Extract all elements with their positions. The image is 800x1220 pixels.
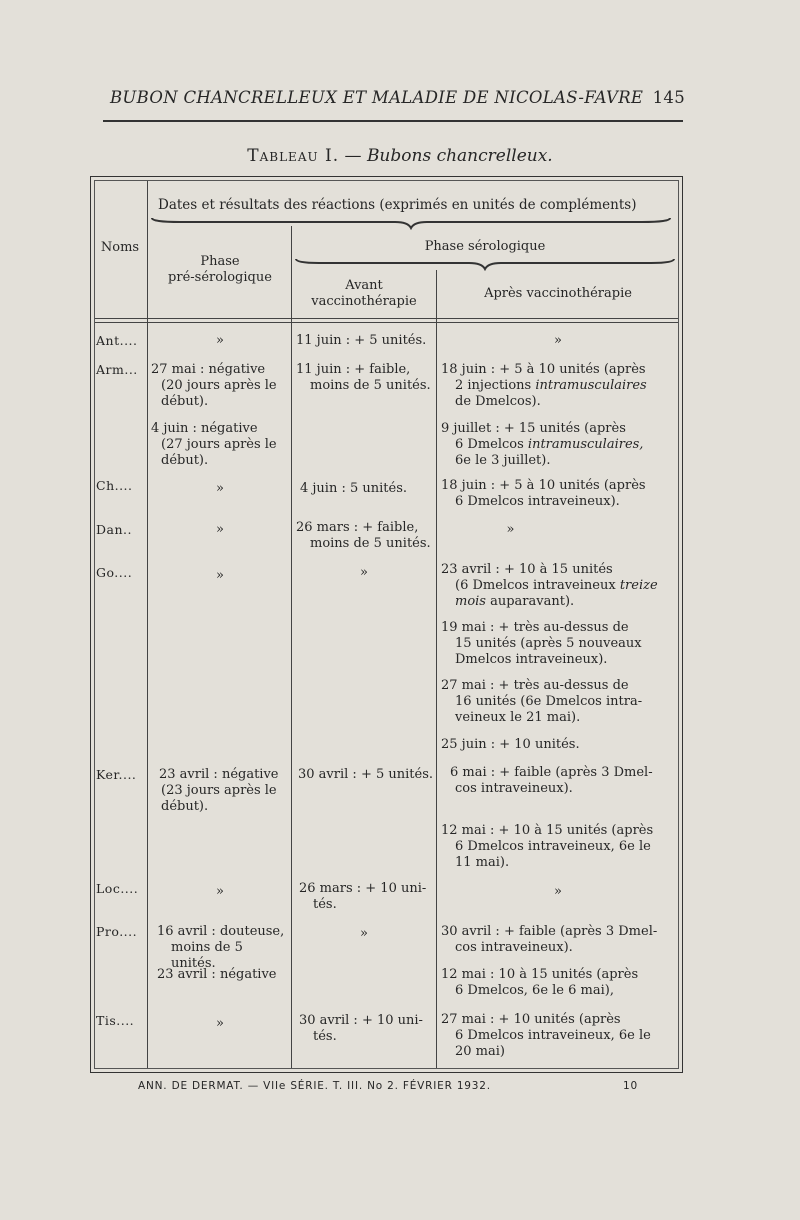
apres-pro-2-line1: 12 mai : 10 à 15 unités (après [441, 967, 639, 982]
apres-ch [441, 478, 678, 510]
apres-arm-2-line3: 6e le 3 juillet). [455, 453, 551, 468]
apres-go-1 [441, 562, 678, 610]
apres-pro-1-line1: 30 avril : + faible (après 3 Dmel- [441, 924, 658, 939]
apres-arm-1-line3: de Dmelcos). [455, 394, 541, 409]
row-name-ant: Ant.... [96, 333, 138, 348]
row-name-ch: Ch.... [96, 478, 133, 493]
rule-header-bottom2 [95, 322, 678, 323]
row-name-tis: Tis.... [96, 1013, 135, 1028]
apres-go-1-italic2: mois [455, 594, 486, 609]
apres-ker-2-line3: 11 mai). [455, 855, 510, 870]
pre-ker [151, 767, 291, 815]
row-name-go: Go.... [96, 565, 133, 580]
apres-ant: » [554, 333, 562, 348]
pre-arm-2-line1: 4 juin : négative [151, 421, 258, 436]
avant-arm-line2: moins de 5 unités. [310, 378, 431, 393]
caption-label: Tableau I. [247, 146, 340, 166]
pre-ker-line1: 23 avril : négative [159, 767, 279, 782]
running-title: BUBON CHANCRELLEUX ET MALADIE DE NICOLAS-FAVRE [110, 88, 644, 107]
apres-go-3-line1: 27 mai : + très au-dessus de [441, 678, 629, 693]
pre-ker-line2: (23 jours après le [161, 783, 277, 798]
header-phase: Phase [200, 254, 240, 269]
avant-dan-line2: moins de 5 unités. [310, 536, 431, 551]
row-name-pro: Pro.... [96, 924, 138, 939]
apres-tis-line1: 27 mai : + 10 unités (après [441, 1012, 621, 1027]
apres-go-1-text: (6 Dmelcos intraveineux [455, 578, 620, 593]
avant-go: » [360, 565, 368, 580]
header-phase-serologique: Phase sérologique [424, 239, 546, 254]
rule-names-col [147, 181, 148, 1068]
apres-go-1-end: auparavant). [485, 594, 575, 609]
header-pre-serologique: pré-sérologique [168, 270, 272, 285]
caption-dash: — [344, 146, 362, 166]
header-noms: Noms [100, 240, 140, 255]
caption-title: Bubons chancrelleux. [366, 146, 553, 166]
apres-loc: » [554, 884, 562, 899]
brace-sero [294, 257, 676, 271]
apres-arm-2-italic: intramusculaires, [527, 437, 644, 452]
apres-ch-line1: 18 juin : + 5 à 10 unités (après [441, 478, 646, 493]
apres-go-2 [441, 620, 678, 668]
pre-pro-1-line2: moins de 5 unités. [171, 940, 243, 971]
apres-go-1-italic: treize [619, 578, 658, 593]
apres-arm-1-italic: intramusculaires [535, 378, 647, 393]
pre-tis: » [216, 1016, 224, 1031]
table-caption [0, 146, 800, 166]
header-apres: Après vaccinothérapie [484, 286, 632, 301]
apres-arm-1-line2 [441, 378, 678, 394]
apres-pro-1 [441, 924, 678, 956]
apres-tis-line2: 6 Dmelcos intraveineux, 6e le [455, 1028, 651, 1043]
apres-go-3 [441, 678, 678, 726]
header-dates: Dates et résultats des réactions (exprimés en unités de compléments) [158, 197, 637, 213]
avant-arm [296, 362, 436, 394]
avant-loc-line1: 26 mars : + 10 uni- [299, 881, 427, 896]
apres-ker-2-line2: 6 Dmelcos intraveineux, 6e le [455, 839, 651, 854]
apres-pro-2 [441, 967, 678, 999]
apres-pro-1-line2: cos intraveineux). [455, 940, 573, 955]
pre-go: » [216, 568, 224, 583]
pre-arm-1 [151, 362, 291, 410]
footer-journal: ANN. DE DERMAT. — VIIe SÉRIE. T. III. No 2. FÉVRIER 1932. [138, 1080, 491, 1092]
apres-go-2-line3: Dmelcos intraveineux). [455, 652, 608, 667]
apres-go-3-line3: veineux le 21 mai). [455, 710, 581, 725]
apres-ker-2 [441, 823, 678, 871]
running-header [110, 88, 685, 107]
row-name-loc: Loc.... [96, 881, 139, 896]
apres-dan: » [506, 522, 515, 537]
apres-ker-1 [450, 765, 678, 797]
row-name-ker: Ker.... [96, 767, 137, 782]
avant-tis-line2: tés. [313, 1029, 337, 1044]
brace-dates [150, 216, 672, 230]
apres-go-1-line3 [441, 594, 678, 610]
apres-ch-line2: 6 Dmelcos intraveineux). [455, 494, 620, 509]
pre-arm-2 [151, 421, 291, 469]
apres-go-3-line2: 16 unités (6e Dmelcos intra- [455, 694, 643, 709]
footer-sheet-number: 10 [623, 1080, 638, 1092]
apres-ker-1-line2: cos intraveineux). [455, 781, 573, 796]
avant-ch: 4 juin : 5 unités. [300, 481, 408, 496]
apres-arm-2-line2 [441, 437, 678, 453]
pre-loc: » [216, 884, 224, 899]
apres-tis-line3: 20 mai) [455, 1044, 505, 1059]
apres-go-4: 25 juin : + 10 unités. [441, 737, 580, 752]
apres-arm-2-text: 6 Dmelcos [455, 437, 528, 452]
pre-pro-2: 23 avril : négative [157, 967, 277, 982]
apres-arm-2-line1: 9 juillet : + 15 unités (après [441, 421, 626, 436]
pre-arm-1-line3: début). [161, 394, 209, 409]
page-footer [138, 1080, 638, 1092]
apres-go-1-line1: 23 avril : + 10 à 15 unités [441, 562, 613, 577]
pre-pro-1-line1: 16 avril : douteuse, [157, 924, 285, 939]
row-name-arm: Arm... [96, 362, 138, 377]
pre-arm-1-line1: 27 mai : négative [151, 362, 266, 377]
avant-arm-line1: 11 juin : + faible, [296, 362, 411, 377]
pre-ant: » [216, 333, 224, 348]
avant-pro: » [360, 926, 368, 941]
pre-dan: » [216, 522, 224, 537]
pre-arm-2-line2: (27 jours après le [161, 437, 277, 452]
pre-ker-line3: début). [161, 799, 209, 814]
avant-dan [296, 520, 436, 552]
apres-go-2-line2: 15 unités (après 5 nouveaux [455, 636, 642, 651]
apres-go-2-line1: 19 mai : + très au-dessus de [441, 620, 629, 635]
apres-ker-2-line1: 12 mai : + 10 à 15 unités (après [441, 823, 654, 838]
pre-ch: » [216, 481, 224, 496]
avant-ker: 30 avril : + 5 unités. [298, 767, 433, 782]
rule-header-bottom [95, 318, 678, 319]
avant-ant: 11 juin : + 5 unités. [296, 333, 427, 348]
avant-loc [299, 881, 436, 913]
avant-tis-line1: 30 avril : + 10 uni- [299, 1013, 423, 1028]
apres-arm-1-text: 2 injections [455, 378, 536, 393]
apres-ker-1-line1: 6 mai : + faible (après 3 Dmel- [450, 765, 653, 780]
avant-tis [299, 1013, 436, 1045]
apres-arm-1 [441, 362, 678, 410]
pre-arm-1-line2: (20 jours après le [161, 378, 277, 393]
apres-go-1-line2 [441, 578, 678, 594]
header-avant-vaccino: vaccinothérapie [311, 294, 417, 309]
avant-dan-line1: 26 mars : + faible, [296, 520, 419, 535]
avant-loc-line2: tés. [313, 897, 337, 912]
header-rule [103, 120, 683, 122]
apres-arm-2 [441, 421, 678, 469]
rule-avant-col [436, 270, 437, 1068]
page-number: 145 [652, 88, 685, 107]
pre-pro-1 [151, 924, 291, 972]
apres-tis [441, 1012, 678, 1060]
apres-pro-2-line2: 6 Dmelcos, 6e le 6 mai), [455, 983, 614, 998]
header-avant: Avant [345, 278, 383, 293]
row-name-dan: Dan.. [96, 522, 132, 537]
apres-arm-1-line1: 18 juin : + 5 à 10 unités (après [441, 362, 646, 377]
pre-arm-2-line3: début). [161, 453, 209, 468]
